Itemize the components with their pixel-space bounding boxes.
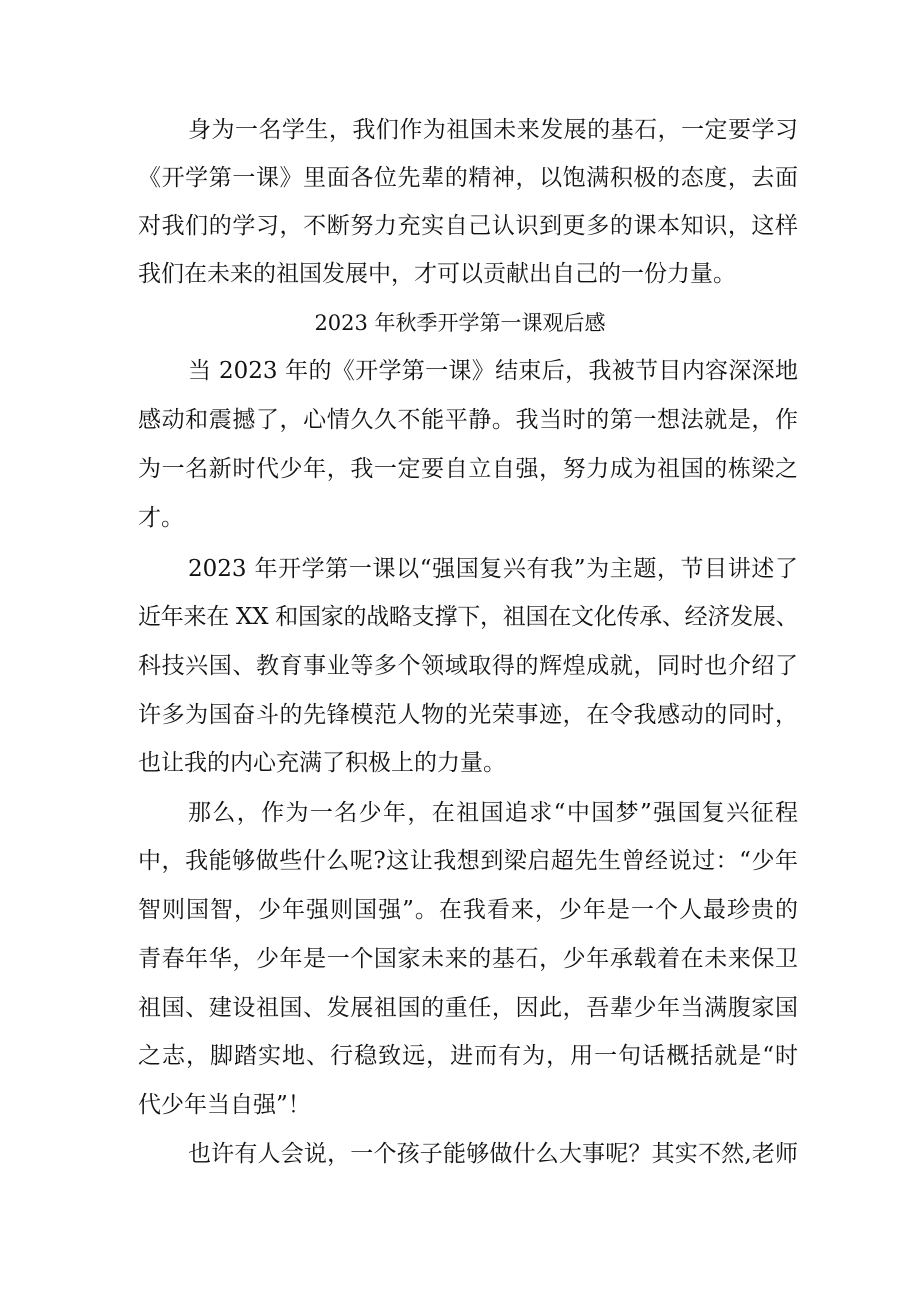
p3-line-7: 代少年当自强”！ [138,1092,311,1118]
p3-line-6: 之志，脚踏实地、行稳致远，进而有为，用一句话概括就是“时 [138,1043,798,1069]
p2-line-4: 许多为国奋斗的先锋模范人物的光荣事迹，在令我感动的同时， [138,702,798,728]
p3-line-5: 祖国、建设祖国、发展祖国的重任，因此，吾辈少年当满腹家国 [138,995,798,1021]
p1-line-2: 感动和震撼了，心情久久不能平静。我当时的第一想法就是，作 [138,407,798,433]
p4-line-1: 也许有人会说，一个孩子能够做什么大事呢？其实不然,老师 [188,1141,798,1167]
p1-line-4: 才。 [138,505,184,531]
p1-line-1: 当 2023 年的《开学第一课》结束后，我被节目内容深深地 [188,358,798,384]
intro-line-2: 《开学第一课》里面各位先辈的精神，以饱满积极的态度，去面 [138,165,798,191]
intro-line-1: 身为一名学生，我们作为祖国未来发展的基石，一定要学习 [188,117,798,143]
intro-line-3: 对我们的学习，不断努力充实自己认识到更多的课本知识，这样 [138,213,798,239]
p3-line-3: 智则国智，少年强则国强”。在我看来，少年是一个人最珍贵的 [138,897,798,923]
p2-line-5: 也让我的内心充满了积极上的力量。 [138,750,506,776]
p2-line-1: 2023 年开学第一课以“强国复兴有我”为主题，节目讲述了 [188,556,798,582]
p3-line-1: 那么，作为一名少年，在祖国追求“中国梦”强国复兴征程 [188,800,798,826]
p1-line-3: 为一名新时代少年，我一定要自立自强，努力成为祖国的栋梁之 [138,456,798,482]
p2-line-2: 近年来在 XX 和国家的战略支撑下，祖国在文化传承、经济发展、 [138,604,799,630]
document-title: 2023 年秋季开学第一课观后感 [314,311,606,335]
p3-line-4: 青春年华，少年是一个国家未来的基石，少年承载着在未来保卫 [138,946,798,972]
intro-line-4: 我们在未来的祖国发展中，才可以贡献出自己的一份力量。 [138,261,736,287]
p2-line-3: 科技兴国、教育事业等多个领域取得的辉煌成就，同时也介绍了 [138,653,798,679]
p3-line-2: 中，我能够做些什么呢?这让我想到梁启超先生曾经说过：“少年 [138,848,798,874]
